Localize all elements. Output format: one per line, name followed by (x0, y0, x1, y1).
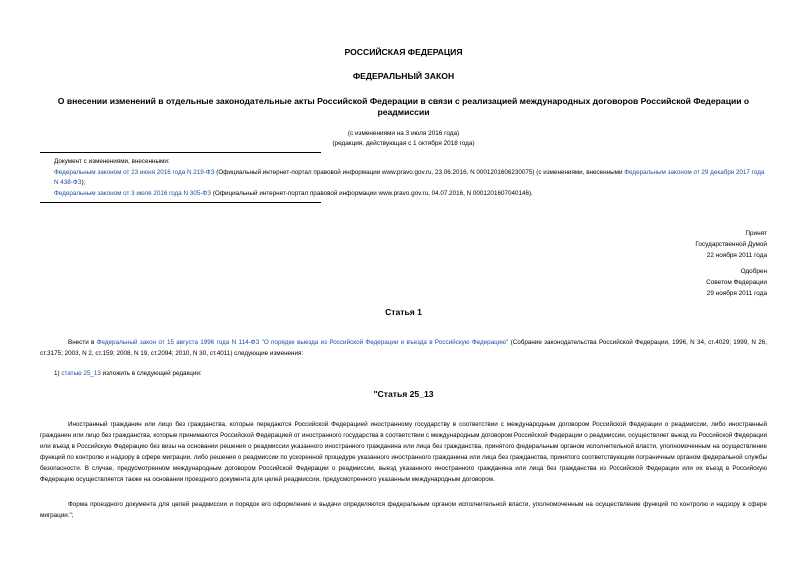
changes-intro: Документ с изменениями, внесенными: (54, 158, 170, 165)
approved-label: Одобрен (740, 268, 767, 275)
adopted-date: 22 ноября 2011 года (706, 252, 767, 259)
article-1-rest: (Собрание законодательства Российской Федерации, 1996, N 34, ст.4029; 1999, N 26, ст.3175; 2003, N 2, ст.159; 2008, N 19, ст.2094; 2010, N 30, ст.4011) следующие изменения: (40, 339, 767, 357)
changes-item-2-text: (Официальный интернет-портал правовой информации www.pravo.gov.ru, 04.07.2016, N 0001201607040146). (211, 189, 533, 197)
changes-item-1-text: (Официальный интернет-портал правовой информации www.pravo.gov.ru, 23.06.2016, N 0001201606230075) (с изменениями, внесенными (214, 168, 625, 176)
law-219-link[interactable]: Федеральным законом от 23 июня 2016 года N 219-ФЗ (54, 168, 215, 176)
adopted-label: Принят (745, 230, 767, 237)
edition-info (40, 129, 767, 149)
divider-bottom (40, 202, 321, 203)
edition-line-2: (редакция, действующая с 1 октября 2018 года) (332, 140, 475, 147)
item-1-text: изложить в следующей редакции: (100, 370, 202, 377)
article-1-start: Внести в (68, 339, 97, 346)
article-1-paragraph (40, 338, 767, 360)
changes-item-1-end: ); (81, 179, 86, 187)
article-25-13-paragraph-1: Иностранный гражданин или лицо без гражданства, которые передаются Российской Федерацией иностранному государству в соответствии с международным договором Российской Федерации о реадмиссии, либо иностранный гражданин или лицо без гражданства, которые принимаются Российской Федерацией от иностранного государства в соответствии с международным договором Российской Федерации о реадмиссии, осуществляет выезд из Российской Федерации или въезд в Российскую Федерацию без визы на основании решения о реадмиссии указанного иностранного гражданина или лица без гражданства, принятого федеральным органом исполнительной власти, уполномоченным на осуществление функций по контролю и надзору в сфере миграции, либо решения о реадмиссии по ускоренной процедуре указанного иностранного гражданина или лица без гражданства, принятого соответствующим пограничным органом федеральной службы безопасности. В случае, предусмотренном международным договором Российской Федерации о реадмиссии, выезд указанного иностранного гражданина или лица без гражданства из Российской Федерации или их въезд в Российскую Федерацию осуществляется также на основании проездного документа для целей реадмиссии, предусмотренного указанным международным договором. (40, 421, 767, 483)
changes-block (54, 157, 768, 199)
article-25-13-link[interactable]: статью 25_13 (61, 370, 101, 377)
adopted-body: Государственной Думой (695, 241, 767, 248)
article-1-heading: Статья 1 (385, 307, 422, 317)
law-438-link[interactable]: Федеральным законом от 29 декабря 2017 года N 438-ФЗ (54, 168, 765, 187)
country-heading: РОССИЙСКАЯ ФЕДЕРАЦИЯ (344, 47, 463, 57)
changes-item-2 (54, 189, 768, 200)
approved-body: Советом Федерации (706, 279, 767, 286)
item-1-number: 1) (54, 370, 62, 377)
approved-date: 29 ноября 2011 года (706, 290, 767, 297)
edition-line-1: (с изменениями на 3 июля 2016 года) (347, 130, 460, 137)
law-type-heading: ФЕДЕРАЛЬНЫЙ ЗАКОН (352, 71, 455, 81)
approved-block (560, 266, 767, 299)
changes-item-1 (54, 168, 768, 189)
article-25-13-heading: "Статья 25_13 (373, 389, 434, 399)
article-1-item-1 (54, 370, 202, 377)
adopted-block (560, 228, 767, 261)
article-25-13-paragraph-2: Форма проездного документа для целей реадмиссии и порядок его оформления и выдачи определяются федеральным органом исполнительной власти, уполномоченным на осуществление функций по контролю и надзору в сфере миграции."; (40, 501, 767, 519)
law-114-link[interactable]: Федеральный закон от 15 августа 1996 года N 114-ФЗ "О порядке выезда из Российской Федерации и въезда в Российскую Федерацию" (96, 339, 509, 346)
document-title: О внесении изменений в отдельные законодательные акты Российской Федерации в связи с реализацией международных договоров Российской Федерации о реадмиссии (57, 96, 750, 117)
divider-top (40, 152, 321, 153)
law-305-link[interactable]: Федеральным законом от 3 июля 2016 года N 305-ФЗ (54, 189, 212, 197)
